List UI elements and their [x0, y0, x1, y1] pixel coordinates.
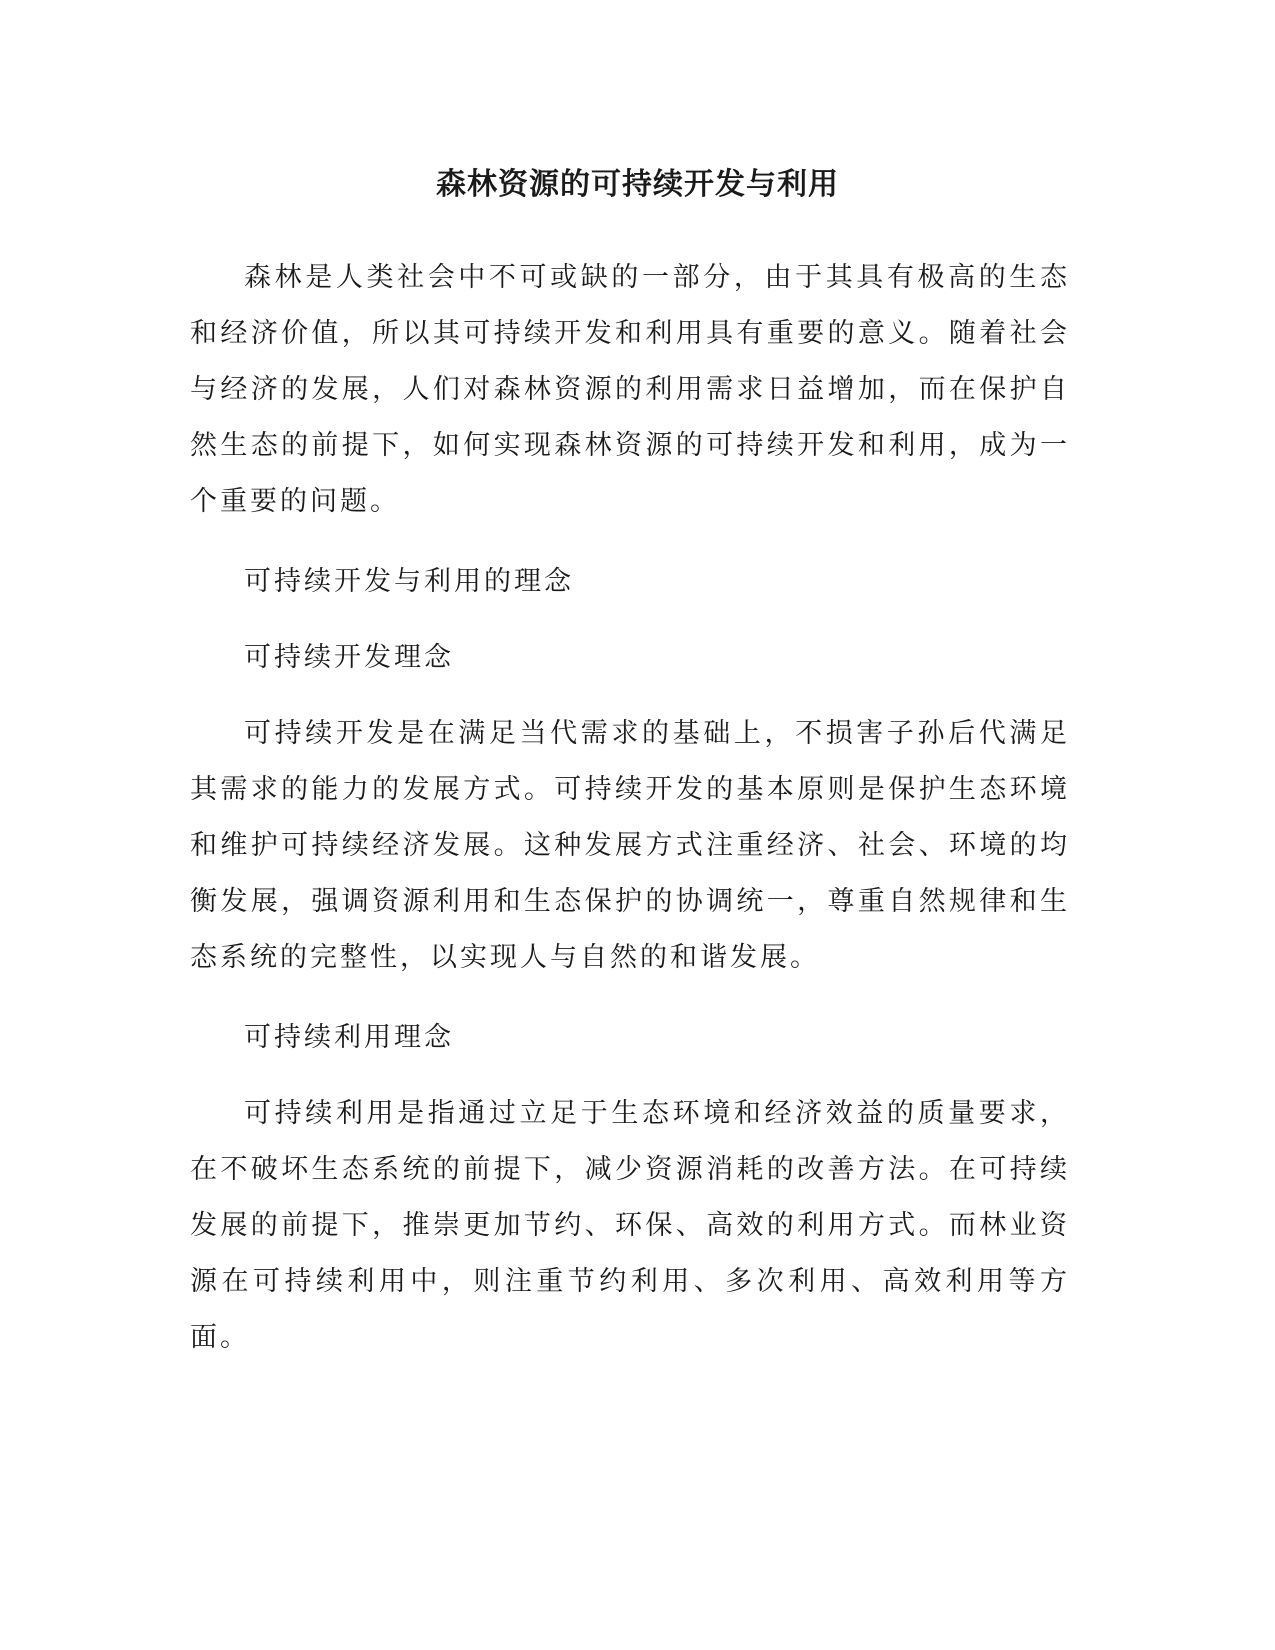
utilization-paragraph: 可持续利用是指通过立足于生态环境和经济效益的质量要求，在不破坏生态系统的前提下，减少资源消耗的改善方法。在可持续发展的前提下，推崇更加节约、环保、高效的利用方式。而林业资源在可持续利用中，则注重节约利用、多次利用、高效利用等方面。: [190, 1098, 1070, 1353]
document-title: 森林资源的可持续开发与利用: [436, 167, 839, 202]
section-heading: 可持续开发与利用的理念: [244, 566, 574, 597]
development-paragraph: 可持续开发是在满足当代需求的基础上，不损害子孙后代满足其需求的能力的发展方式。可持续开发的基本原则是保护生态环境和维护可持续经济发展。这种发展方式注重经济、社会、环境的均衡发展，强调资源利用和生态保护的协调统一，尊重自然规律和生态系统的完整性，以实现人与自然的和谐发展。: [190, 718, 1070, 973]
subsection-heading-utilization: 可持续利用理念: [244, 1022, 454, 1053]
subsection-heading-development: 可持续开发理念: [244, 642, 454, 673]
intro-paragraph: 森林是人类社会中不可或缺的一部分，由于其具有极高的生态和经济价值，所以其可持续开发和利用具有重要的意义。随着社会与经济的发展，人们对森林资源的利用需求日益增加，而在保护自然生态的前提下，如何实现森林资源的可持续开发和利用，成为一个重要的问题。: [190, 262, 1070, 517]
document-body: [190, 250, 1070, 1390]
